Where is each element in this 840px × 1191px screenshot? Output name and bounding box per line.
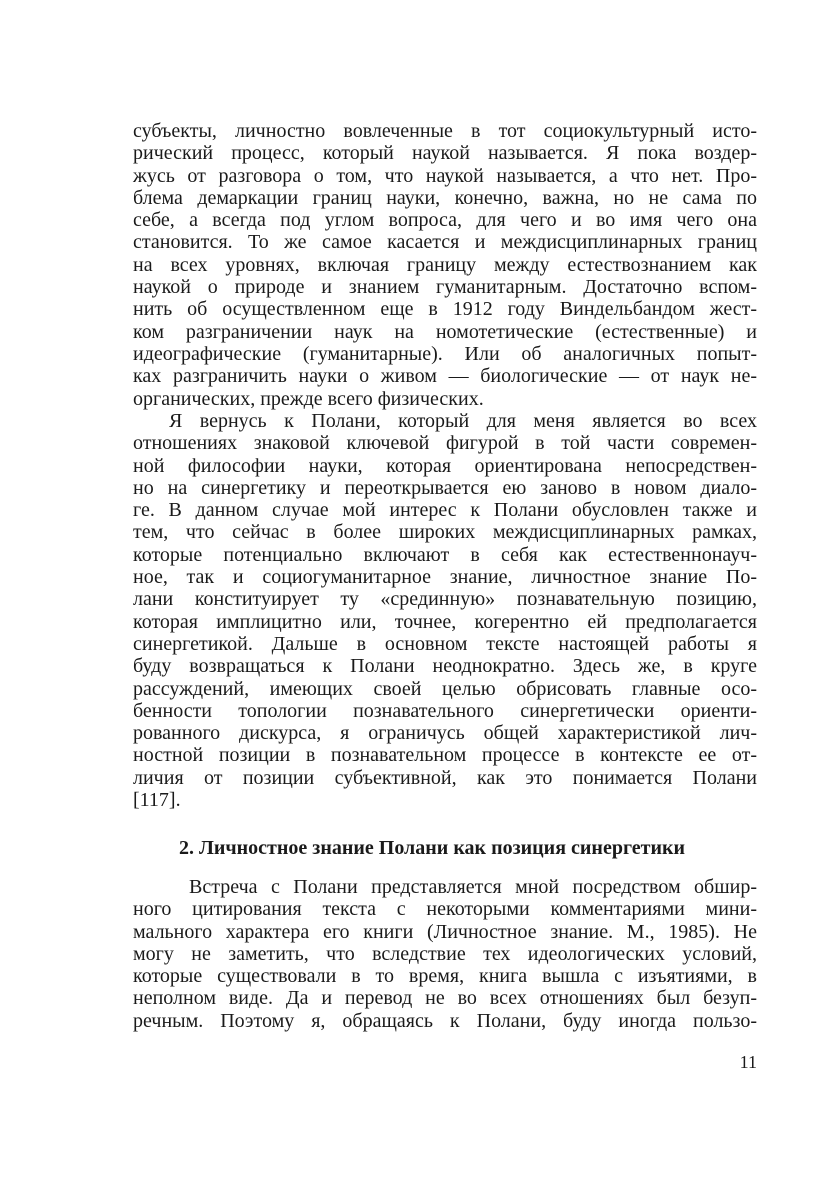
paragraph-3 <box>133 876 757 1032</box>
text-line: [117]. <box>133 789 181 812</box>
text-line: ной философии науки, которая ориентирована непосредствен- <box>133 454 757 477</box>
text-line: которые потенциально включают в себя как естественнонауч- <box>133 543 757 566</box>
text-line: ностной позиции в познавательном процессе в контексте ее от- <box>133 744 757 767</box>
text-line: ком разграничении наук на номотетические (естественные) и <box>133 320 757 343</box>
text-line: Встреча с Полани представляется мной посредством обшир- <box>189 876 757 898</box>
text-line: личия от позиции субъективной, как это понимается Полани <box>133 766 757 789</box>
text-line: становится. То же самое касается и междисциплинарных границ <box>133 231 757 254</box>
text-line: рический процесс, который наукой называется. Я пока воздер- <box>133 142 757 165</box>
text-line: речным. Поэтому я, обращаясь к Полани, буду иногда пользо- <box>133 1009 757 1032</box>
text-line: наукой о природе и знанием гуманитарным. Достаточно вспом- <box>133 276 757 299</box>
text-line: ках разграничить науки о живом — биологические — от наук не- <box>133 365 757 388</box>
text-line: субъекты, личностно вовлеченные в тот социокультурный исто- <box>133 120 757 142</box>
text-line: ного цитирования текста с некоторыми комментариями мини- <box>133 898 757 921</box>
text-line: идеографические (гуманитарные). Или об аналогичных попыт- <box>133 342 757 365</box>
text-line: лани конституирует ту «срединную» познавательную позицию, <box>133 588 757 611</box>
text-line: которая имплицитно или, точнее, когерентно ей предполагается <box>133 610 757 633</box>
text-line: блема демаркации границ науки, конечно, важна, но не сама по <box>133 186 757 209</box>
text-line: ге. В данном случае мой интерес к Полани обусловлен также и <box>133 499 757 522</box>
text-line: бенности топологии познавательного синергетически ориенти- <box>133 699 757 722</box>
text-line: Я вернусь к Полани, который для меня является во всех <box>169 410 757 432</box>
section-heading: 2. Личностное знание Полани как позиция синергетики <box>178 837 686 859</box>
text-line: рованного дискурса, я ограничусь общей характеристикой лич- <box>133 722 757 745</box>
text-line: которые существовали в то время, книга вышла с изъятиями, в <box>133 965 757 988</box>
text-line: неполном виде. Да и перевод не во всех отношениях был безуп- <box>133 987 757 1010</box>
text-line: отношениях знаковой ключевой фигурой в той части современ- <box>133 432 757 455</box>
text-line: мального характера его книги (Личностное знание. М., 1985). Не <box>133 920 757 943</box>
text-line: органических, прежде всего физических. <box>133 387 484 410</box>
text-line: тем, что сейчас в более широких междисциплинарных рамках, <box>133 521 757 544</box>
text-line: жусь от разговора о том, что наукой называется, а что нет. Про- <box>133 164 757 187</box>
text-line: ное, так и социогуманитарное знание, личностное знание По- <box>133 566 757 589</box>
paragraph-1 <box>133 120 757 410</box>
text-line: на всех уровнях, включая границу между естествознанием как <box>133 253 757 276</box>
text-line: могу не заметить, что вследствие тех идеологических условий, <box>133 942 757 965</box>
text-line: себе, а всегда под углом вопроса, для чего и во имя чего она <box>133 209 757 232</box>
paragraph-2 <box>133 410 757 811</box>
text-line: синергетикой. Дальше в основном тексте настоящей работы я <box>133 632 757 655</box>
page-number: 11 <box>739 1052 757 1072</box>
text-line: буду возвращаться к Полани неоднократно. Здесь же, в круге <box>133 655 757 678</box>
text-line: но на синергетику и переоткрывается ею заново в новом диало- <box>133 476 757 499</box>
text-line: рассуждений, имеющих своей целью обрисовать главные осо- <box>133 677 757 700</box>
text-line: нить об осуществленном еще в 1912 году Виндельбандом жест- <box>133 298 757 321</box>
